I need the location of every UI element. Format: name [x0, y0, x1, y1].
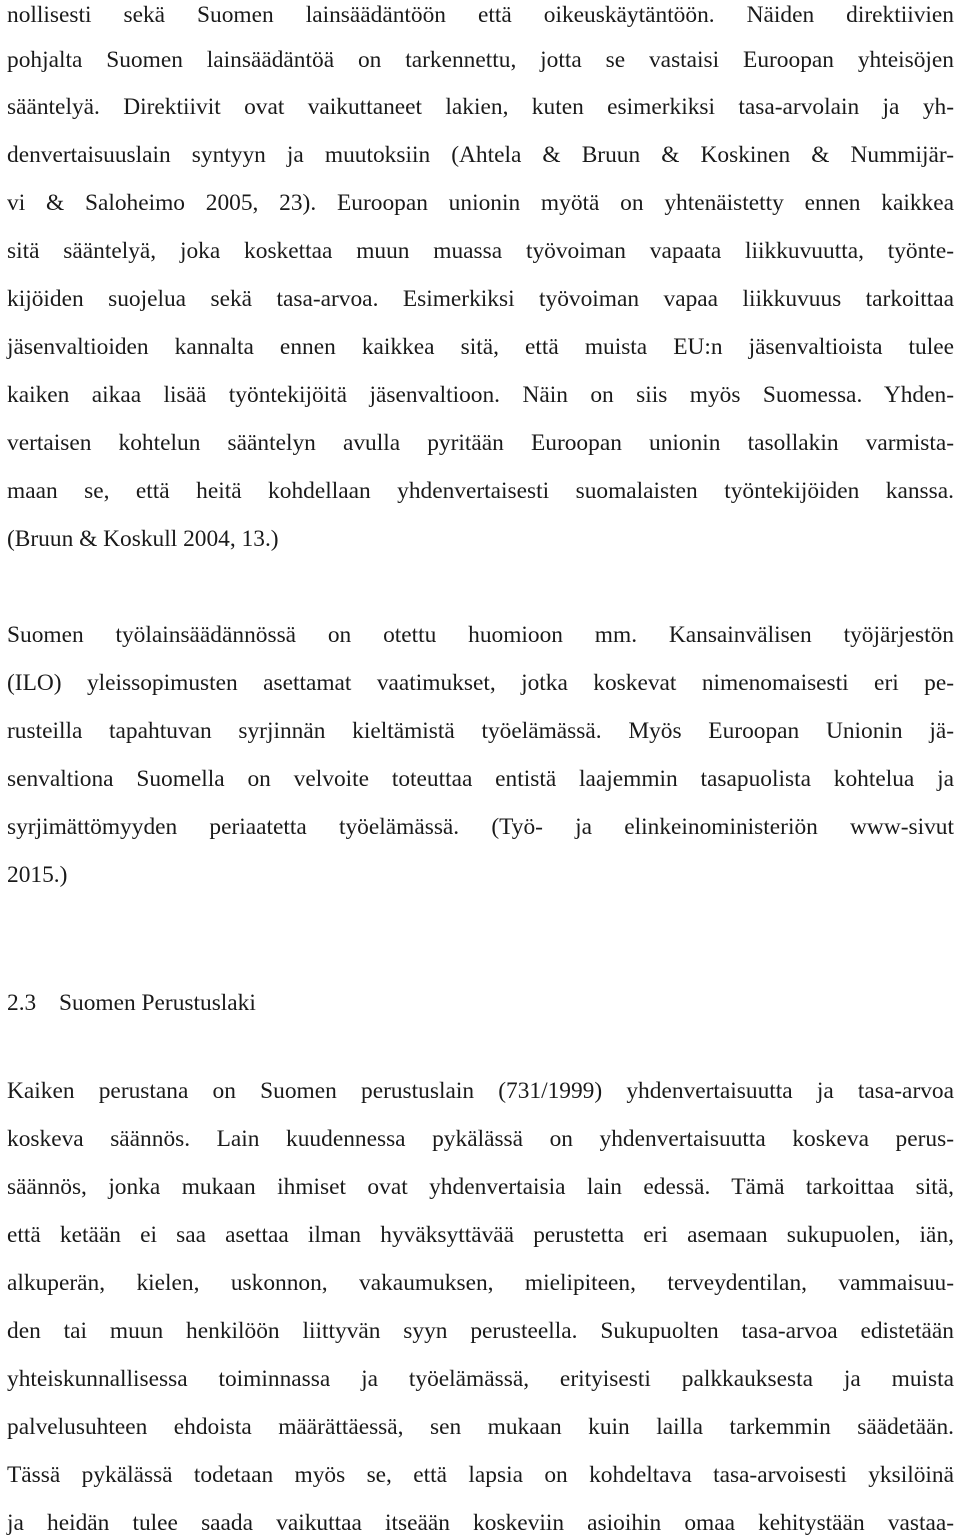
text-line: denvertaisuuslain syntyyn ja muutoksiin (Ahtela & Bruun & Koskinen & Nummijär- — [7, 142, 954, 168]
text-line: sitä sääntelyä, joka koskettaa muun muassa työvoiman vapaata liikkuvuutta, työnte- — [7, 238, 954, 264]
text-line: Kaiken perustana on Suomen perustuslain (731/1999) yhdenvertaisuutta ja tasa-arvoa — [7, 1078, 954, 1104]
text-line: vertaisen kohtelun sääntelyn avulla pyritään Euroopan unionin tasollakin varmista- — [7, 430, 954, 456]
text-line: säännös, jonka mukaan ihmiset ovat yhdenvertaisia lain edessä. Tämä tarkoittaa sitä, — [7, 1174, 954, 1200]
text-line: syrjimättömyyden periaatetta työelämässä. (Työ- ja elinkeinoministeriön www-sivut — [7, 814, 954, 840]
text-line: 2015.) — [7, 862, 68, 888]
text-line: palvelusuhteen ehdoista määrättäessä, sen mukaan kuin lailla tarkemmin säädetään. — [7, 1414, 954, 1440]
text-line: alkuperän, kielen, uskonnon, vakaumuksen, mielipiteen, terveydentilan, vammaisuu- — [7, 1270, 954, 1296]
text-line: sääntelyä. Direktiivit ovat vaikuttaneet lakien, kuten esimerkiksi tasa-arvolain ja yh- — [7, 94, 954, 120]
section-heading — [7, 988, 256, 1018]
text-line: että ketään ei saa asettaa ilman hyväksyttävää perustetta eri asemaan sukupuolen, iän, — [7, 1222, 954, 1248]
text-line: Suomen työlainsäädännössä on otettu huomioon mm. Kansainvälisen työjärjestön — [7, 622, 954, 648]
section-number: 2.3 — [7, 990, 37, 1016]
text-line: (Bruun & Koskull 2004, 13.) — [7, 526, 279, 552]
text-line: kijöiden suojelua sekä tasa-arvoa. Esimerkiksi työvoiman vapaa liikkuvuus tarkoittaa — [7, 286, 954, 312]
text-line: nollisesti sekä Suomen lainsäädäntöön että oikeuskäytäntöön. Näiden direktiivien — [7, 2, 954, 28]
text-line: Tässä pykälässä todetaan myös se, että lapsia on kohdeltava tasa-arvoisesti yksilöinä — [7, 1462, 954, 1488]
text-line: senvaltiona Suomella on velvoite toteuttaa entistä laajemmin tasapuolista kohtelua ja — [7, 766, 954, 792]
text-line: rusteilla tapahtuvan syrjinnän kieltämistä työelämässä. Myös Euroopan Unionin jä- — [7, 718, 954, 744]
text-line: yhteiskunnallisessa toiminnassa ja työelämässä, erityisesti palkkauksesta ja muista — [7, 1366, 954, 1392]
text-line: jäsenvaltioiden kannalta ennen kaikkea sitä, että muista EU:n jäsenvaltioista tulee — [7, 334, 954, 360]
text-line: maan se, että heitä kohdellaan yhdenvertaisesti suomalaisten työntekijöiden kanssa. — [7, 478, 954, 504]
text-line: koskeva säännös. Lain kuudennessa pykälässä on yhdenvertaisuutta koskeva perus- — [7, 1126, 954, 1152]
section-title: Suomen Perustuslaki — [59, 990, 256, 1016]
text-line: ja heidän tulee saada vaikuttaa itseään koskeviin asioihin omaa kehitystään vastaa- — [7, 1510, 954, 1536]
text-line: den tai muun henkilöön liittyvän syyn perusteella. Sukupuolten tasa-arvoa edistetään — [7, 1318, 954, 1344]
text-line: (ILO) yleissopimusten asettamat vaatimukset, jotka koskevat nimenomaisesti eri pe- — [7, 670, 954, 696]
text-line: kaiken aikaa lisää työntekijöitä jäsenvaltioon. Näin on siis myös Suomessa. Yhden- — [7, 382, 954, 408]
text-line: pohjalta Suomen lainsäädäntöä on tarkennettu, jotta se vastaisi Euroopan yhteisöjen — [7, 47, 954, 73]
text-line: vi & Saloheimo 2005, 23). Euroopan unionin myötä on yhtenäistetty ennen kaikkea — [7, 190, 954, 216]
